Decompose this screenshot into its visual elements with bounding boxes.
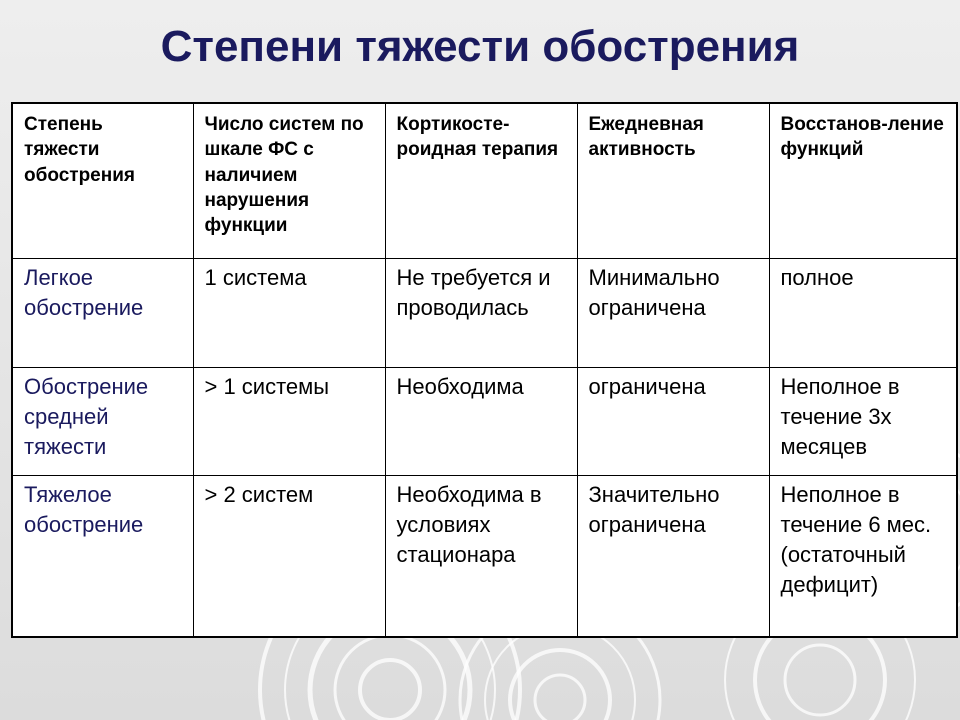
table-cell: Необходима: [385, 368, 577, 476]
table-cell: Необходима в условиях стационара: [385, 476, 577, 638]
slide-title: Степени тяжести обострения: [160, 22, 800, 71]
table-cell: Легкое обострение: [12, 259, 193, 368]
table-cell: полное: [769, 259, 957, 368]
table-row: [12, 259, 957, 368]
header-cell: Ежедневная активность: [577, 103, 769, 259]
table-header-row: [12, 103, 957, 259]
table-cell: > 2 систем: [193, 476, 385, 638]
table-cell: Минимально ограничена: [577, 259, 769, 368]
table-cell: Не требуется и проводилась: [385, 259, 577, 368]
header-cell: Степень тяжести обострения: [12, 103, 193, 259]
table-cell: 1 система: [193, 259, 385, 368]
table-cell: Неполное в течение 3х месяцев: [769, 368, 957, 476]
table-cell: Тяжелое обострение: [12, 476, 193, 638]
header-cell: Восстанов-ление функций: [769, 103, 957, 259]
table-cell: > 1 системы: [193, 368, 385, 476]
table-cell: Обострение средней тяжести: [12, 368, 193, 476]
table-row: [12, 476, 957, 638]
table-row: [12, 368, 957, 476]
severity-table: [11, 102, 958, 638]
table-cell: ограничена: [577, 368, 769, 476]
header-cell: Число систем по шкале ФС с наличием нарушения функции: [193, 103, 385, 259]
table-cell: Неполное в течение 6 мес. (остаточный дефицит): [769, 476, 957, 638]
table-cell: Значительно ограничена: [577, 476, 769, 638]
header-cell: Кортикосте-роидная терапия: [385, 103, 577, 259]
